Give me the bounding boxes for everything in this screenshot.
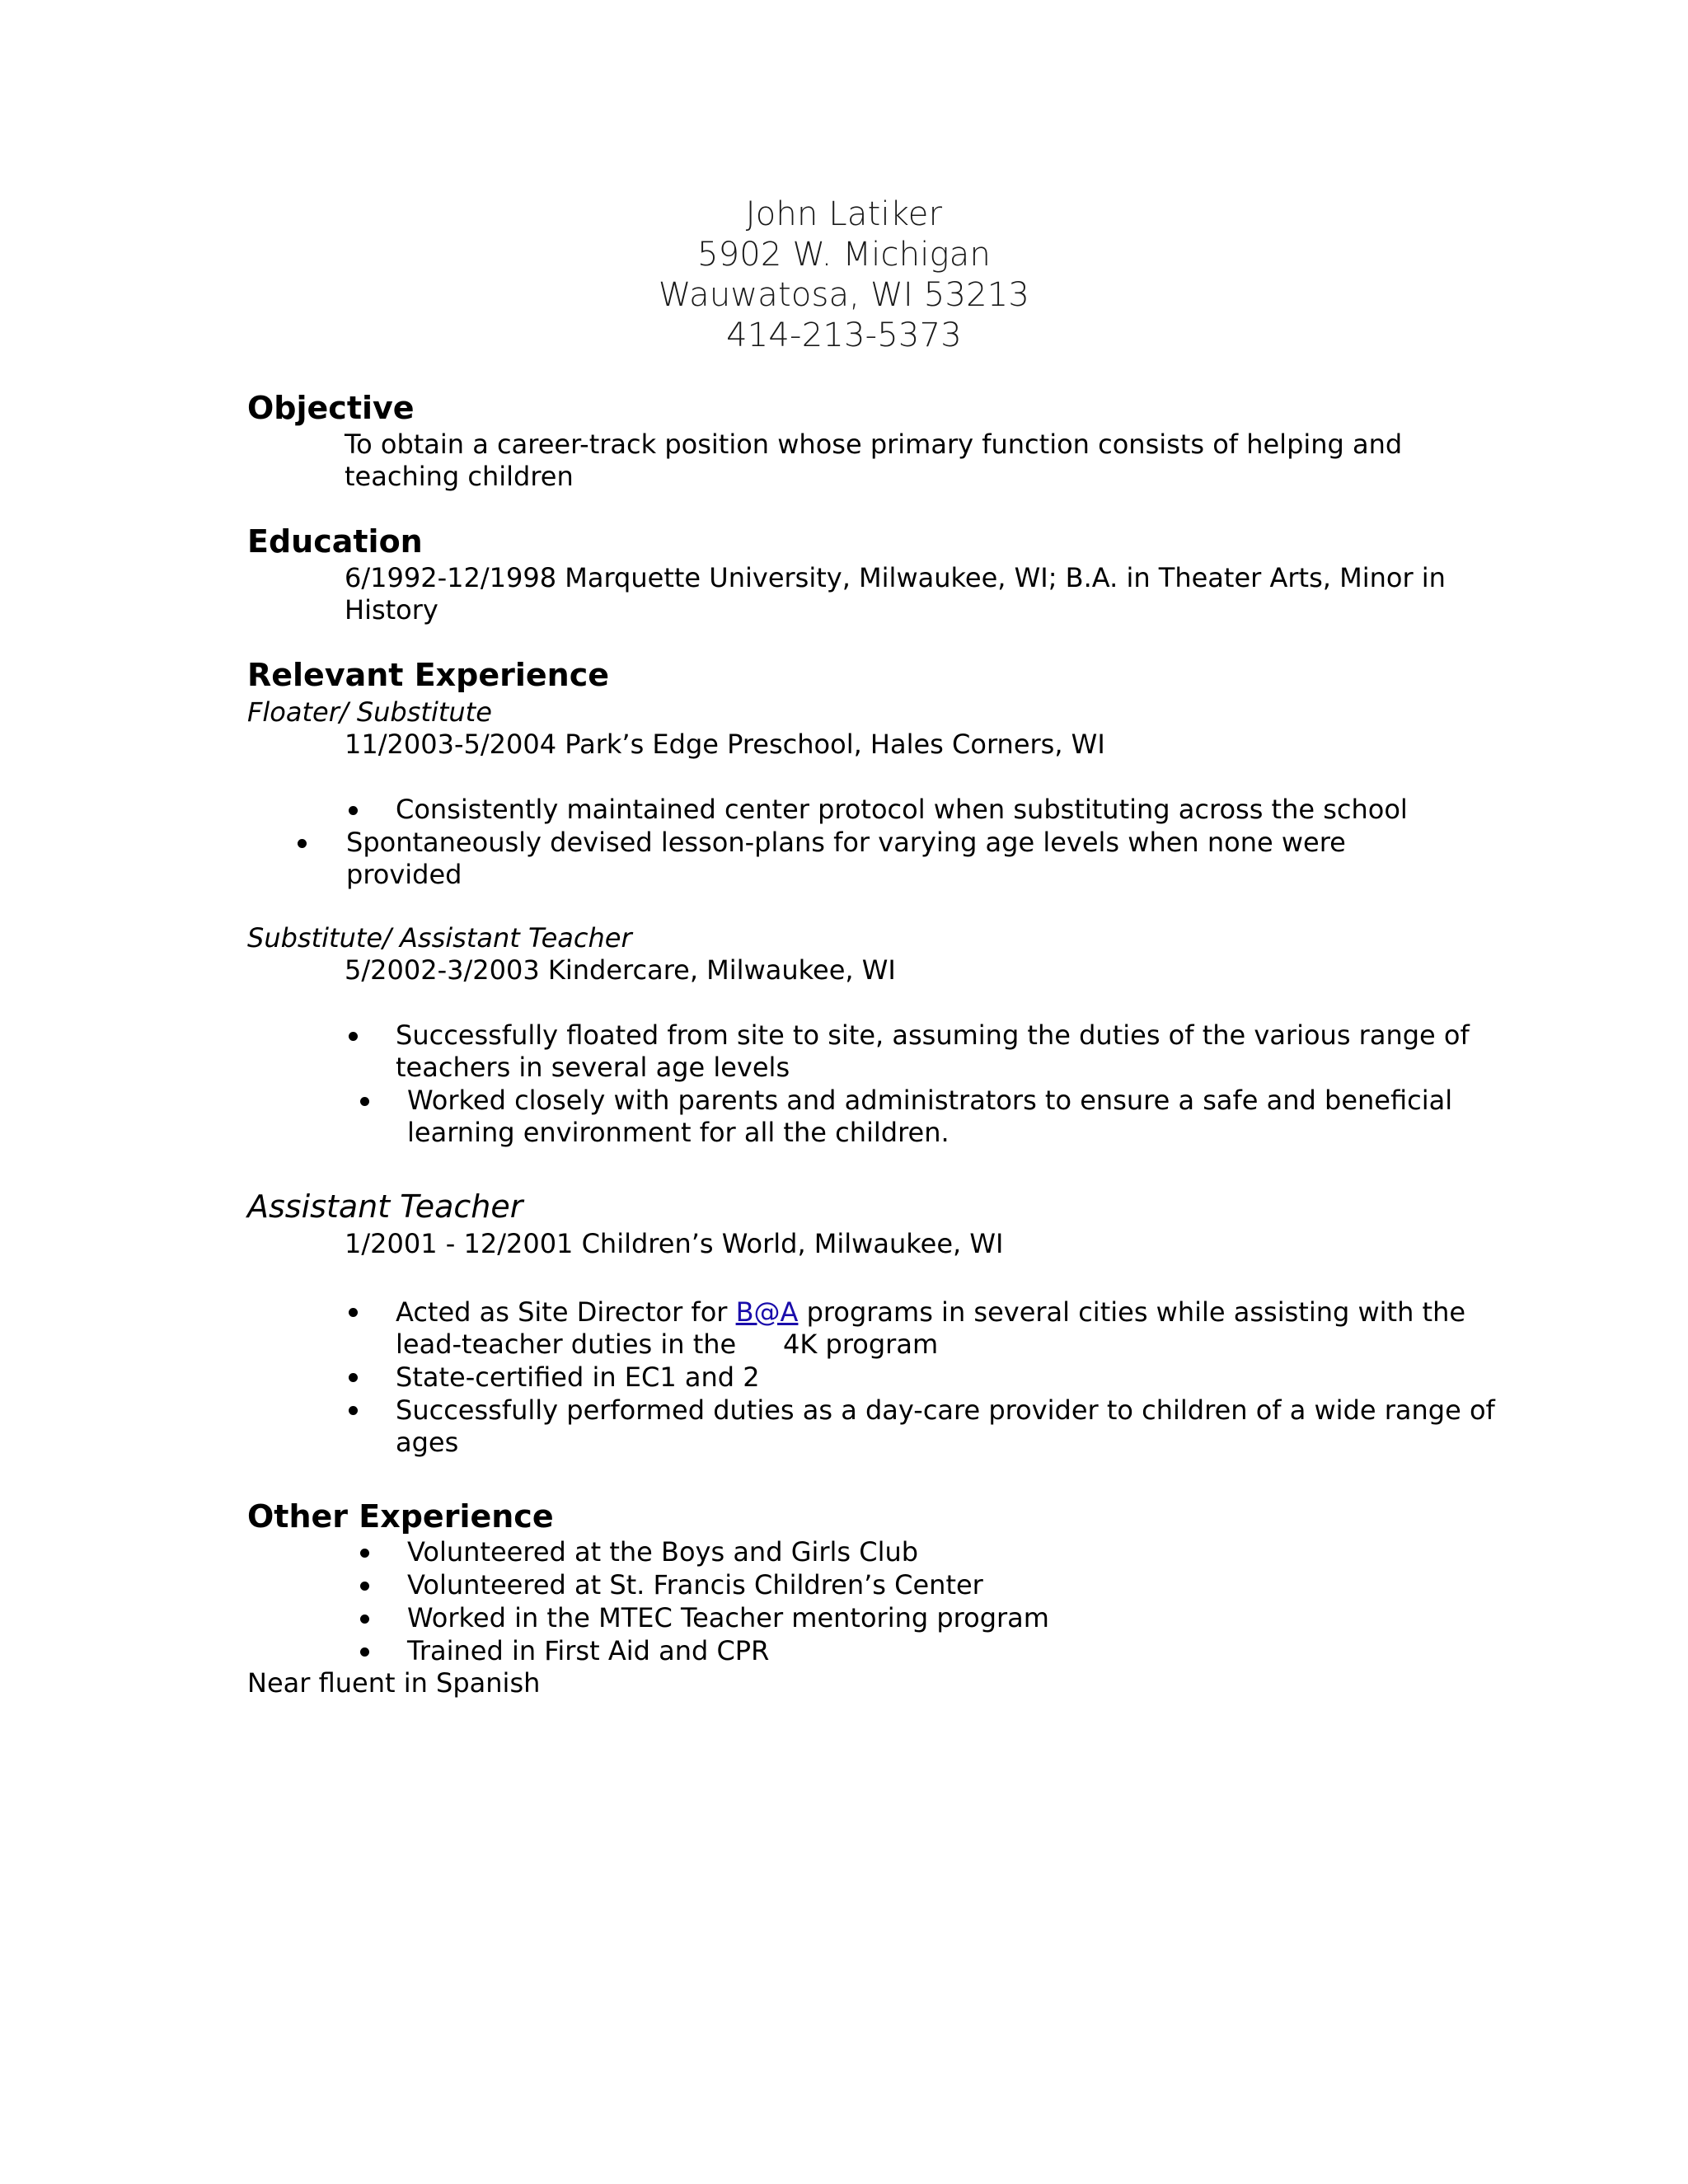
other-item: Volunteered at the Boys and Girls Club	[407, 1536, 919, 1568]
bullet-dot	[298, 839, 307, 848]
education-line-1: 6/1992-12/1998 Marquette University, Milwaukee, WI; B.A. in Theater Arts, Minor in	[345, 562, 1446, 593]
bullet-dot	[349, 806, 358, 815]
job3-bullet-1-line-2a: lead-teacher duties in the	[396, 1329, 737, 1360]
job1-bullet-1: Consistently maintained center protocol when substituting across the school	[396, 794, 1408, 825]
other-item: Worked in the MTEC Teacher mentoring program	[407, 1602, 1049, 1633]
job2-bullet-1-line-2: teachers in several age levels	[396, 1052, 790, 1083]
other-item: Trained in First Aid and CPR	[407, 1635, 770, 1666]
bullet-dot	[349, 1308, 358, 1317]
job-title-floater: Floater/ Substitute	[247, 696, 492, 728]
job3-bullet-3-line-2: ages	[396, 1427, 459, 1458]
job3-bullet-1-line-2b: 4K program	[783, 1329, 939, 1360]
education-line-2: History	[345, 594, 438, 626]
job3-bullet-2: State-certified in EC1 and 2	[396, 1361, 760, 1393]
job-title-substitute-assistant: Substitute/ Assistant Teacher	[247, 922, 632, 954]
ba-program-link[interactable]: B@A	[735, 1296, 799, 1328]
objective-line-1: To obtain a career-track position whose primary function consists of helping and	[345, 429, 1403, 460]
applicant-name: John Latiker	[745, 195, 943, 233]
contact-header	[0, 194, 1688, 356]
bullet-dot	[349, 1373, 358, 1382]
job1-bullet-2-line-2: provided	[346, 859, 462, 890]
job3-bullet-3-line-1: Successfully performed duties as a day-care provider to children of a wide range of	[396, 1394, 1495, 1426]
job-dates-kindercare: 5/2002-3/2003 Kindercare, Milwaukee, WI	[345, 954, 896, 986]
relevant-experience-heading: Relevant Experience	[247, 657, 610, 693]
job3-bullet-1-line-1: Acted as Site Director for B@A programs in several cities while assisting with the	[396, 1296, 1466, 1328]
bullet-dot	[360, 1615, 369, 1624]
job-title-assistant-teacher: Assistant Teacher	[247, 1188, 523, 1225]
objective-heading: Objective	[247, 390, 415, 426]
bullet-dot	[360, 1549, 369, 1558]
job2-bullet-2-line-1: Worked closely with parents and administrators to ensure a safe and beneficial	[407, 1085, 1453, 1116]
bullet-dot	[349, 1032, 358, 1041]
street-address: 5902 W. Michigan	[696, 236, 992, 274]
language-note: Near fluent in Spanish	[247, 1667, 541, 1699]
job-dates-parks-edge: 11/2003-5/2004 Park’s Edge Preschool, Hales Corners, WI	[345, 729, 1105, 760]
bullet-dot	[360, 1582, 369, 1591]
job-dates-childrens-world: 1/2001 - 12/2001 Children’s World, Milwaukee, WI	[345, 1228, 1004, 1259]
job2-bullet-1-line-1: Successfully floated from site to site, assuming the duties of the various range of	[396, 1019, 1470, 1051]
bullet-dot	[360, 1097, 369, 1106]
other-experience-heading: Other Experience	[247, 1498, 554, 1535]
objective-line-2: teaching children	[345, 461, 574, 492]
education-heading: Education	[247, 523, 423, 560]
phone-number: 414-213-5373	[726, 316, 962, 354]
bullet-dot	[349, 1406, 358, 1415]
job2-bullet-2-line-2: learning environment for all the children.	[407, 1117, 950, 1148]
job1-bullet-2-line-1: Spontaneously devised lesson-plans for varying age levels when none were	[346, 827, 1346, 858]
other-item: Volunteered at St. Francis Children’s Center	[407, 1569, 983, 1601]
bullet-dot	[360, 1647, 369, 1657]
city-state-zip: Wauwatosa, WI 53213	[658, 276, 1030, 314]
